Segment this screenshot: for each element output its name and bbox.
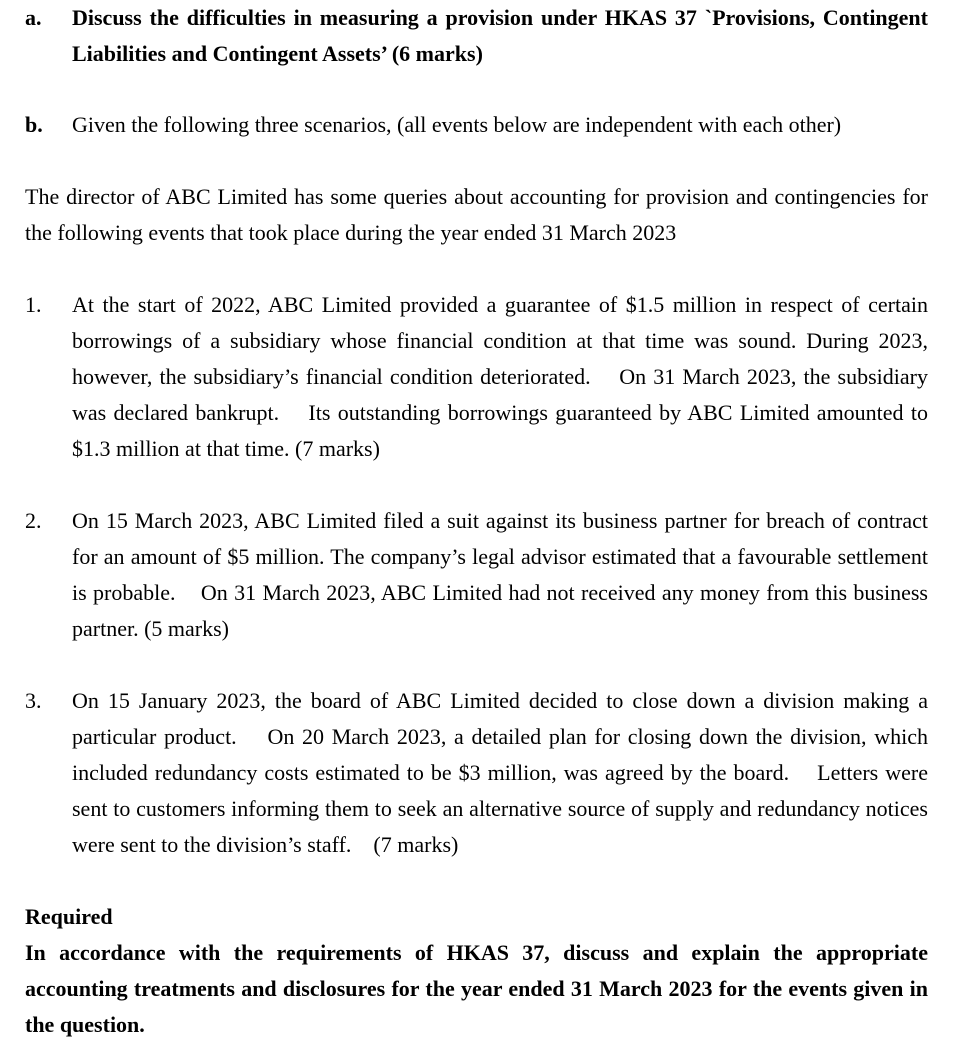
part-a (25, 0, 928, 72)
part-a-marker: a. (25, 5, 42, 30)
scenario-3 (25, 683, 934, 863)
scenario-1-marker: 1. (25, 292, 42, 317)
part-b-text: Given the following three scenarios, (all events below are independent with each other) (72, 112, 842, 137)
scenario-2 (25, 503, 934, 647)
scenario-2-text: On 15 March 2023, ABC Limited filed a suit against its business partner for breach of contract for an amount of $5 million. The company’s legal advisor estimated that a favourable settlement is probable. On 31 March 2023, ABC Limited had not received any money from this business partner. (5 marks) (72, 508, 934, 641)
required-heading: Required (25, 904, 113, 929)
scenario-1-text: At the start of 2022, ABC Limited provided a guarantee of $1.5 million in respect of certain borrowings of a subsidiary whose financial condition at that time was sound. During 2023, however, the subsidiary’s financial condition deteriorated. On 31 March 2023, the subsidiary was declared bankrupt. Its outstanding borrowings guaranteed by ABC Limited amounted to $1.3 million at that time. (7 marks) (72, 292, 934, 461)
part-b (25, 107, 928, 143)
scenario-1 (25, 287, 934, 467)
scenario-3-text: On 15 January 2023, the board of ABC Limited decided to close down a division making a particular product. On 20 March 2023, a detailed plan for closing down the division, which included redundancy costs estimated to be $3 million, was agreed by the board. Letters were sent to customers informing them to seek an alternative source of supply and redundancy notices were sent to the division’s staff. (7 marks) (72, 688, 934, 857)
scenario-2-marker: 2. (25, 508, 42, 533)
part-b-marker: b. (25, 112, 43, 137)
required-text: In accordance with the requirements of HKAS 37, discuss and explain the appropriate accounting treatments and disclosures for the year ended 31 March 2023 for the events given in the question. (25, 940, 928, 1037)
intro-paragraph: The director of ABC Limited has some queries about accounting for provision and contingencies for the following events that took place during the year ended 31 March 2023 (25, 184, 928, 245)
scenario-3-marker: 3. (25, 688, 42, 713)
required-section (25, 899, 928, 1043)
part-a-text: Discuss the difficulties in measuring a provision under HKAS 37 `Provisions, Contingent Liabilities and Contingent Assets’ (6 marks) (72, 5, 928, 66)
